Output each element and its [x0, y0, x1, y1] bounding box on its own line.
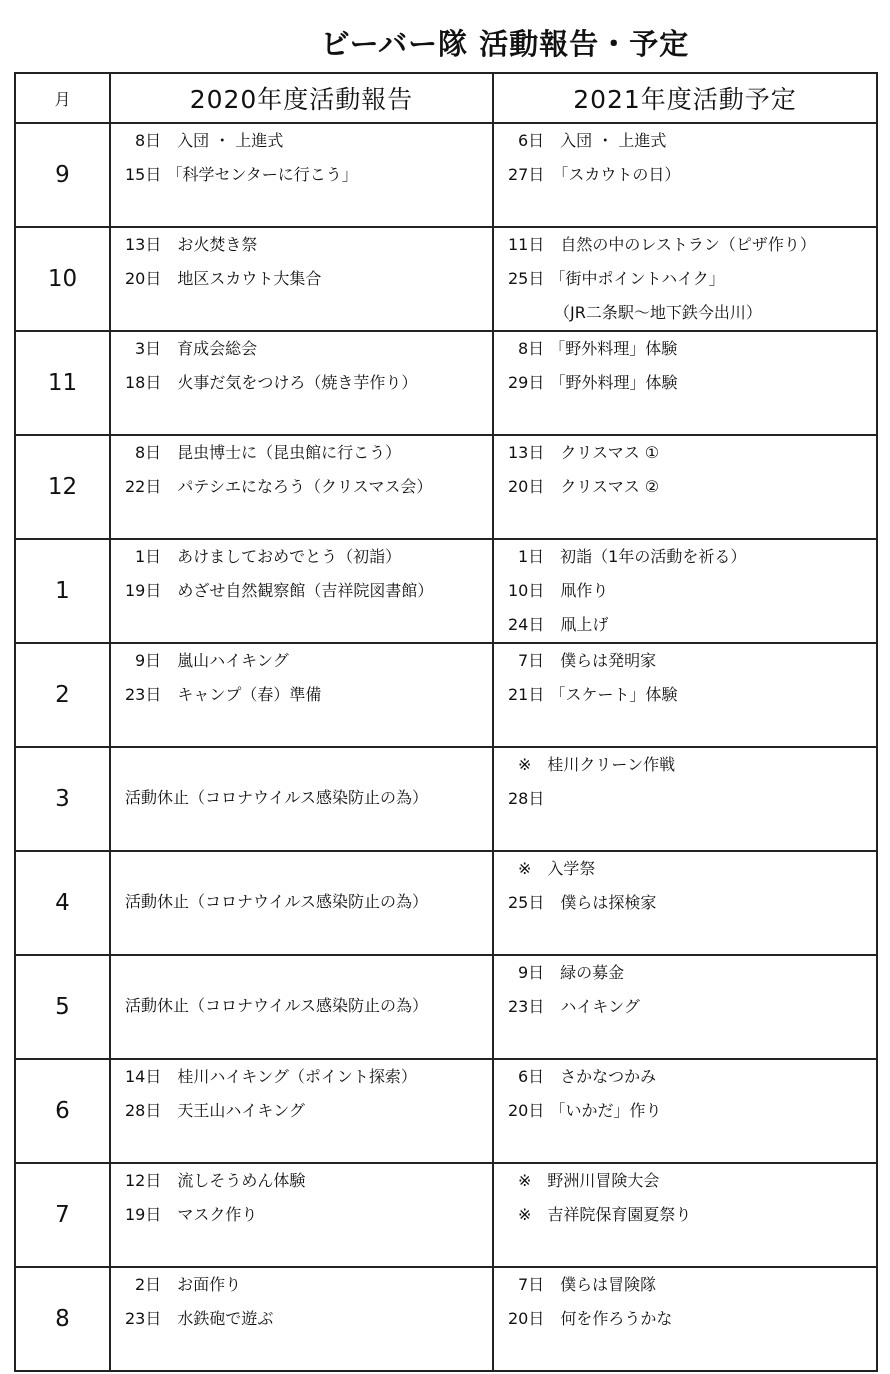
schedule-table [14, 72, 878, 1372]
report-cell [110, 1059, 493, 1163]
entry-line: 29日 「野外料理」体験 [508, 373, 678, 392]
month-cell: 2 [15, 643, 110, 747]
plan-cell [493, 331, 877, 435]
plan-cell [493, 643, 877, 747]
report-cell [110, 747, 493, 851]
header-report: 2020年度活動報告 [110, 73, 493, 123]
entry-line: 6日 入団 ・ 上進式 [518, 131, 667, 150]
month-cell: 6 [15, 1059, 110, 1163]
entry-line: 7日 僕らは発明家 [518, 651, 657, 670]
report-cell [110, 539, 493, 643]
table-row [15, 643, 877, 747]
entry-line: 9日 嵐山ハイキング [135, 651, 289, 670]
entry-line: 19日 マスク作り [125, 1205, 258, 1224]
entry-line: 15日 「科学センターに行こう」 [125, 165, 358, 184]
entry-line: 24日 凧上げ [508, 615, 609, 634]
table-row [15, 1267, 877, 1371]
plan-cell [493, 851, 877, 955]
table-row [15, 539, 877, 643]
entry-line: 22日 パテシエになろう（クリスマス会） [125, 477, 433, 496]
plan-cell [493, 227, 877, 331]
entry-line: 6日 さかなつかみ [518, 1067, 657, 1086]
entry-line: 25日 「街中ポイントハイク」 [508, 269, 725, 288]
entry-line: 23日 ハイキング [508, 997, 640, 1016]
report-cell [110, 955, 493, 1059]
entry-line: 28日 天王山ハイキング [125, 1101, 305, 1120]
entry-line: ※ 吉祥院保育園夏祭り [518, 1205, 692, 1224]
entry-line: 活動休止（コロナウイルス感染防止の為） [125, 892, 429, 911]
month-cell: 9 [15, 123, 110, 227]
entry-line: 20日 何を作ろうかな [508, 1309, 673, 1328]
entry-line: 20日 「いかだ」作り [508, 1101, 662, 1120]
month-cell: 10 [15, 227, 110, 331]
plan-cell [493, 123, 877, 227]
entry-line: 7日 僕らは冒険隊 [518, 1275, 657, 1294]
table-row [15, 331, 877, 435]
entry-line: 12日 流しそうめん体験 [125, 1171, 306, 1190]
plan-cell [493, 955, 877, 1059]
entry-line: （JR二条駅～地下鉄今出川） [554, 303, 762, 322]
plan-cell [493, 1163, 877, 1267]
report-cell [110, 227, 493, 331]
entry-line: 活動休止（コロナウイルス感染防止の為） [125, 996, 429, 1015]
report-cell [110, 331, 493, 435]
header-row [15, 73, 877, 123]
entry-line: 10日 凧作り [508, 581, 609, 600]
entry-line: ※ 野洲川冒険大会 [518, 1171, 660, 1190]
entry-line: ※ 桂川クリーン作戦 [518, 755, 676, 774]
table-row [15, 1059, 877, 1163]
entry-line: 8日 昆虫博士に（昆虫館に行こう） [135, 443, 402, 462]
entry-line: 8日 「野外料理」体験 [518, 339, 678, 358]
entry-line: 3日 育成会総会 [135, 339, 258, 358]
report-cell [110, 1267, 493, 1371]
entry-line: 20日 地区スカウト大集合 [125, 269, 322, 288]
entry-line: 13日 クリスマス ① [508, 443, 660, 462]
entry-line: 28日 [508, 789, 545, 808]
report-cell [110, 643, 493, 747]
table-row [15, 747, 877, 851]
entry-line: ※ 入学祭 [518, 859, 596, 878]
report-cell [110, 851, 493, 955]
entry-line: 27日 「スカウトの日） [508, 165, 681, 184]
report-cell [110, 1163, 493, 1267]
header-month: 月 [15, 73, 110, 123]
entry-line: 2日 お面作り [135, 1275, 242, 1294]
entry-line: 25日 僕らは探検家 [508, 893, 657, 912]
table-row [15, 435, 877, 539]
entry-line: 23日 水鉄砲で遊ぶ [125, 1309, 274, 1328]
report-cell [110, 435, 493, 539]
plan-cell [493, 1059, 877, 1163]
entry-line: 23日 キャンプ（春）準備 [125, 685, 322, 704]
table-row [15, 955, 877, 1059]
month-cell: 1 [15, 539, 110, 643]
month-cell: 4 [15, 851, 110, 955]
plan-cell [493, 1267, 877, 1371]
table-row [15, 123, 877, 227]
plan-cell [493, 435, 877, 539]
month-cell: 7 [15, 1163, 110, 1267]
month-cell: 3 [15, 747, 110, 851]
plan-cell [493, 539, 877, 643]
entry-line: 活動休止（コロナウイルス感染防止の為） [125, 788, 429, 807]
entry-line: 21日 「スケート」体験 [508, 685, 678, 704]
entry-line: 1日 初詣（1年の活動を祈る） [518, 547, 747, 566]
entry-line: 19日 めざせ自然観察館（吉祥院図書館） [125, 581, 434, 600]
table-row [15, 227, 877, 331]
entry-line: 11日 自然の中のレストラン（ピザ作り） [508, 235, 816, 254]
month-cell: 8 [15, 1267, 110, 1371]
table-row [15, 1163, 877, 1267]
page-title: ビーバー隊 活動報告・予定 [320, 27, 690, 61]
entry-line: 8日 入団 ・ 上進式 [135, 131, 284, 150]
plan-cell [493, 747, 877, 851]
month-cell: 5 [15, 955, 110, 1059]
entry-line: 20日 クリスマス ② [508, 477, 660, 496]
report-cell [110, 123, 493, 227]
entry-line: 14日 桂川ハイキング（ポイント探索） [125, 1067, 417, 1086]
entry-line: 18日 火事だ気をつけろ（焼き芋作り） [125, 373, 418, 392]
table-row [15, 851, 877, 955]
month-cell: 11 [15, 331, 110, 435]
entry-line: 9日 緑の募金 [518, 963, 625, 982]
month-cell: 12 [15, 435, 110, 539]
entry-line: 1日 あけましておめでとう（初詣） [135, 547, 402, 566]
header-plan: 2021年度活動予定 [493, 73, 877, 123]
entry-line: 13日 お火焚き祭 [125, 235, 258, 254]
